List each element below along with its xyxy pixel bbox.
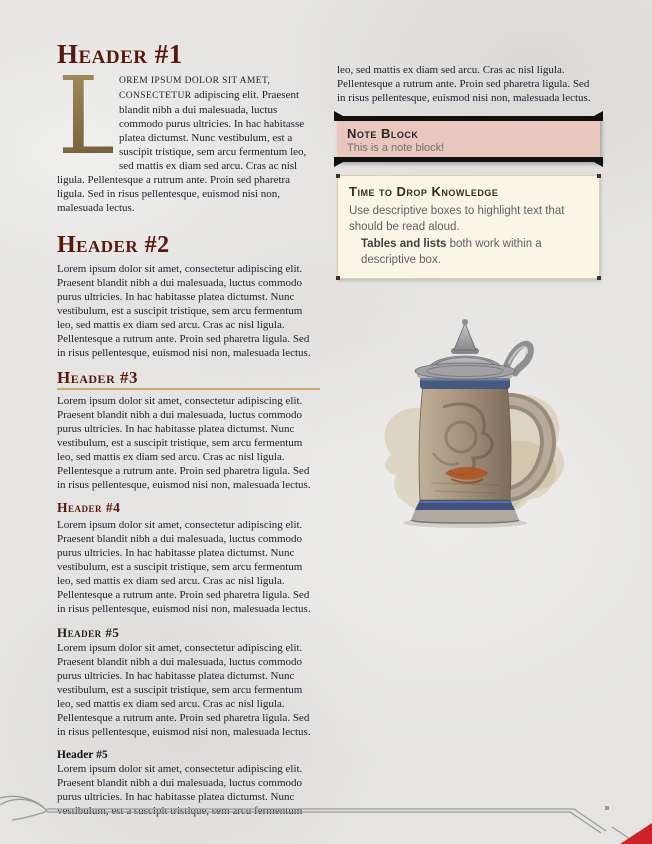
right-column (337, 40, 600, 827)
note-block-text: This is a note block! (347, 142, 445, 154)
two-column-layout (57, 40, 600, 827)
corner-dot-icon (597, 174, 601, 178)
paragraph: Lorem ipsum dolor sit amet, consectetur adipiscing elit. Praesent blandit nibh a dui malesuada, luctus commodo purus ultricies. In hac habitasse platea dictumst. Nunc vestibulum, est a suscipit tristique, sem arcu fermentum leo, sed mattis ex diam sed arcu. Cras ac nisl ligula. Pellentesque a rutrum ante. Proin sed pharetra ligula. Sed in risus pellentesque, euismod nisi non, malesuada lectus. (57, 518, 311, 615)
left-column (57, 40, 320, 827)
continuation-paragraph: leo, sed mattis ex diam sed arcu. Cras ac nisl ligula. Pellentesque a rutrum ante. Proin sed pharetra ligula. Sed in risus pellentesque, euismod nisi non, malesuada lectus. (337, 64, 591, 104)
paragraph: Lorem ipsum dolor sit amet, consectetur adipiscing elit. Praesent blandit nibh a dui malesuada, luctus commodo purus ultricies. In hac habitasse platea dictumst. Nunc vestibulum, est a suscipit tristique, sem arcu fermentum leo, sed mattis ex diam sed arcu. Cras ac nisl ligula. Pellentesque a rutrum ante. Proin sed pharetra ligula. Sed in risus pellentesque, euismod nisi non, malesuada lectus. (57, 642, 311, 739)
lead-small-caps-text: OREM IPSUM DOLOR SIT AMET, CONSECTETUR (119, 76, 271, 102)
descriptive-box-tip (349, 236, 588, 268)
descriptive-box-text: Use descriptive boxes to highlight text that should be read aloud. (349, 205, 565, 233)
paragraph: Lorem ipsum dolor sit amet, consectetur adipiscing elit. Praesent blandit nibh a dui malesuada, luctus commodo purus ultricies. In hac habitasse platea dictumst. Nunc vestibulum, est a suscipit tristique, sem arcu fermentum leo, sed mattis ex diam sed arcu. Cras ac nisl ligula. Pellentesque a rutrum ante. Proin sed pharetra ligula. Sed in risus pellentesque, euismod nisi non, malesuada lectus. (57, 262, 311, 359)
corner-dot-icon (336, 276, 340, 280)
corner-dot-icon (336, 174, 340, 178)
note-block (337, 117, 600, 161)
truncated-paragraph: Lorem ipsum dolor sit amet, consectetur adipiscing elit. Praesent blandit nibh a dui malesuada, luctus commodo purus ultricies. In hac habitasse platea dictumst. Nunc vestibulum, est a suscipit tristique, sem arcu fermentum (57, 763, 303, 818)
header-1: Header #1 (57, 39, 183, 69)
beer-stein-illustration (359, 303, 579, 531)
header-2: Header #2 (57, 232, 170, 259)
footer-decoration (0, 792, 652, 844)
footer-rule (47, 809, 630, 839)
descriptive-box-tip-rest: both work within a descriptive box. (361, 238, 542, 266)
drop-cap-letter: L (57, 54, 129, 180)
illustration-container (337, 303, 600, 536)
page-corner-triangle-icon (620, 823, 652, 844)
descriptive-box-title: Time to Drop Knowledge (349, 184, 499, 199)
corner-dot-icon (597, 276, 601, 280)
header-4: Header #4 (57, 500, 121, 516)
descriptive-box (337, 175, 600, 279)
lead-body-text: adipiscing elit. Praesent blandit nibh a dui malesuada, luctus commodo purus ultricies. In hac habitasse platea dictumst. Nunc vestibulum, est a suscipit tristique, sem arcu fermentum leo, sed mattis ex diam sed arcu. Cras ac nisl ligula. Pellentesque a rutrum ante. Proin sed pharetra ligula. Sed in risus pellentesque, euismod nisi non, malesuada lectus. (57, 89, 307, 215)
header-3: Header #3 (57, 369, 320, 391)
header-5: Header #5 (57, 624, 120, 640)
note-block-title: Note Block (347, 126, 419, 141)
paragraph: Lorem ipsum dolor sit amet, consectetur adipiscing elit. Praesent blandit nibh a dui malesuada, luctus commodo purus ultricies. In hac habitasse platea dictumst. Nunc vestibulum, est a suscipit tristique, sem arcu fermentum leo, sed mattis ex diam sed arcu. Cras ac nisl ligula. Pellentesque a rutrum ante. Proin sed pharetra ligula. Sed in risus pellentesque, euismod nisi non, malesuada lectus. (57, 395, 311, 492)
inline-header-5: Header #5 (57, 749, 108, 762)
footer-flourish-icon (0, 796, 47, 820)
footer-rule-dot (605, 806, 609, 810)
note-block-top-bar (334, 111, 603, 121)
descriptive-box-tip-bold: Tables and lists (361, 238, 447, 250)
note-block-bottom-bar (334, 157, 603, 167)
